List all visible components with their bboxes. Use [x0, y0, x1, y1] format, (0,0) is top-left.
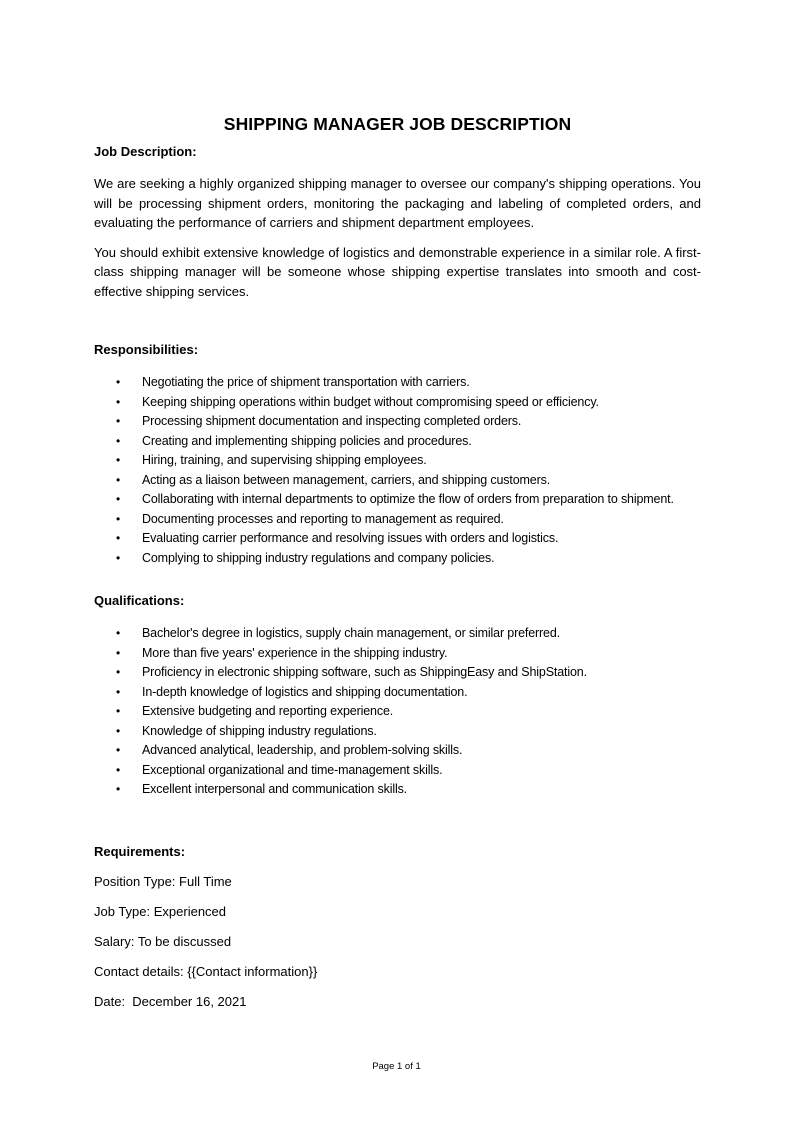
list-item-text: Exceptional organizational and time-management skills. [142, 762, 443, 777]
list-item [94, 761, 701, 781]
list-item-text: Hiring, training, and supervising shipping employees. [142, 453, 427, 467]
bullet-icon: • [116, 684, 121, 699]
qualifications-heading: Qualifications: [94, 593, 185, 608]
bullet-icon: • [116, 665, 121, 679]
list-item-text: Knowledge of shipping industry regulations. [142, 723, 377, 738]
bullet-icon: • [116, 626, 121, 640]
bullet-icon: • [116, 414, 121, 428]
bullet-icon: • [116, 782, 121, 796]
requirements-section [94, 842, 701, 1011]
list-item [94, 490, 701, 510]
list-item [94, 702, 701, 722]
bullet-icon: • [116, 645, 121, 660]
list-item [94, 663, 701, 683]
bullet-icon: • [116, 511, 121, 526]
document-body [94, 112, 701, 1011]
list-item-text: Collaborating with internal departments to optimize the flow of orders from preparation to shipment. [142, 492, 674, 506]
list-item-text: Keeping shipping operations within budget without compromising speed or efficiency. [142, 394, 599, 409]
bullet-icon: • [116, 743, 121, 757]
qualifications-list [94, 624, 701, 800]
requirement-job-type: Job Type: Experienced [94, 903, 227, 919]
list-item [94, 412, 701, 432]
list-item [94, 432, 701, 452]
list-item-text: Evaluating carrier performance and resolving issues with orders and logistics. [142, 531, 559, 545]
list-item [94, 722, 701, 742]
list-item-text: Documenting processes and reporting to management as required. [142, 511, 504, 526]
responsibilities-section [94, 340, 701, 568]
bullet-icon: • [116, 375, 121, 389]
bullet-icon: • [116, 762, 121, 777]
bullet-icon: • [116, 472, 121, 487]
list-item-text: More than five years' experience in the shipping industry. [142, 645, 448, 660]
list-item [94, 549, 701, 569]
list-item [94, 683, 701, 703]
list-item [94, 393, 701, 413]
list-item [94, 529, 701, 549]
list-item-text: Processing shipment documentation and inspecting completed orders. [142, 414, 522, 428]
bullet-icon: • [116, 704, 121, 718]
responsibilities-heading: Responsibilities: [94, 342, 199, 357]
job-description-section [94, 142, 701, 301]
list-item [94, 451, 701, 471]
list-item-text: Extensive budgeting and reporting experience. [142, 704, 394, 718]
list-item-text: Acting as a liaison between management, carriers, and shipping customers. [142, 472, 551, 487]
list-item-text: Complying to shipping industry regulations and company policies. [142, 550, 495, 565]
requirement-contact-details: Contact details: {{Contact information}} [94, 963, 318, 979]
bullet-icon: • [116, 531, 121, 545]
list-item-text: Negotiating the price of shipment transportation with carriers. [142, 375, 470, 389]
bullet-icon: • [116, 453, 121, 467]
page-footer: Page 1 of 1 [372, 1061, 421, 1072]
responsibilities-list [94, 373, 701, 568]
list-item [94, 471, 701, 491]
list-item-text: Proficiency in electronic shipping software, such as ShippingEasy and ShipStation. [142, 665, 587, 679]
list-item-text: Bachelor's degree in logistics, supply chain management, or similar preferred. [142, 626, 560, 640]
bullet-icon: • [116, 492, 121, 506]
job-description-heading: Job Description: [94, 144, 197, 159]
list-item-text: In-depth knowledge of logistics and shipping documentation. [142, 684, 468, 699]
list-item-text: Excellent interpersonal and communication skills. [142, 782, 408, 796]
requirement-date: Date: December 16, 2021 [94, 993, 247, 1009]
bullet-icon: • [116, 723, 121, 738]
job-description-paragraph: We are seeking a highly organized shipping manager to oversee our company's shipping operations. You will be processing shipment orders, monitoring the packaging and labeling of completed orders, and evaluating the performance of carriers and shipment department employees. [94, 176, 701, 230]
list-item [94, 780, 701, 800]
list-item-text: Creating and implementing shipping policies and procedures. [142, 433, 472, 448]
list-item [94, 644, 701, 664]
list-item-text: Advanced analytical, leadership, and problem-solving skills. [142, 743, 463, 757]
requirements-heading: Requirements: [94, 843, 186, 859]
list-item [94, 741, 701, 761]
qualifications-section [94, 591, 701, 800]
list-item [94, 624, 701, 644]
list-item [94, 510, 701, 530]
requirement-salary: Salary: To be discussed [94, 933, 232, 949]
bullet-icon: • [116, 550, 121, 565]
document-title: SHIPPING MANAGER JOB DESCRIPTION [223, 114, 572, 134]
bullet-icon: • [116, 433, 121, 448]
bullet-icon: • [116, 394, 121, 409]
job-description-paragraph: You should exhibit extensive knowledge of logistics and demonstrable experience in a similar role. A first-class shipping manager will be someone whose shipping expertise translates into smooth and cost-effective shipping services. [94, 244, 701, 299]
requirement-position-type: Position Type: Full Time [94, 873, 232, 889]
list-item [94, 373, 701, 393]
